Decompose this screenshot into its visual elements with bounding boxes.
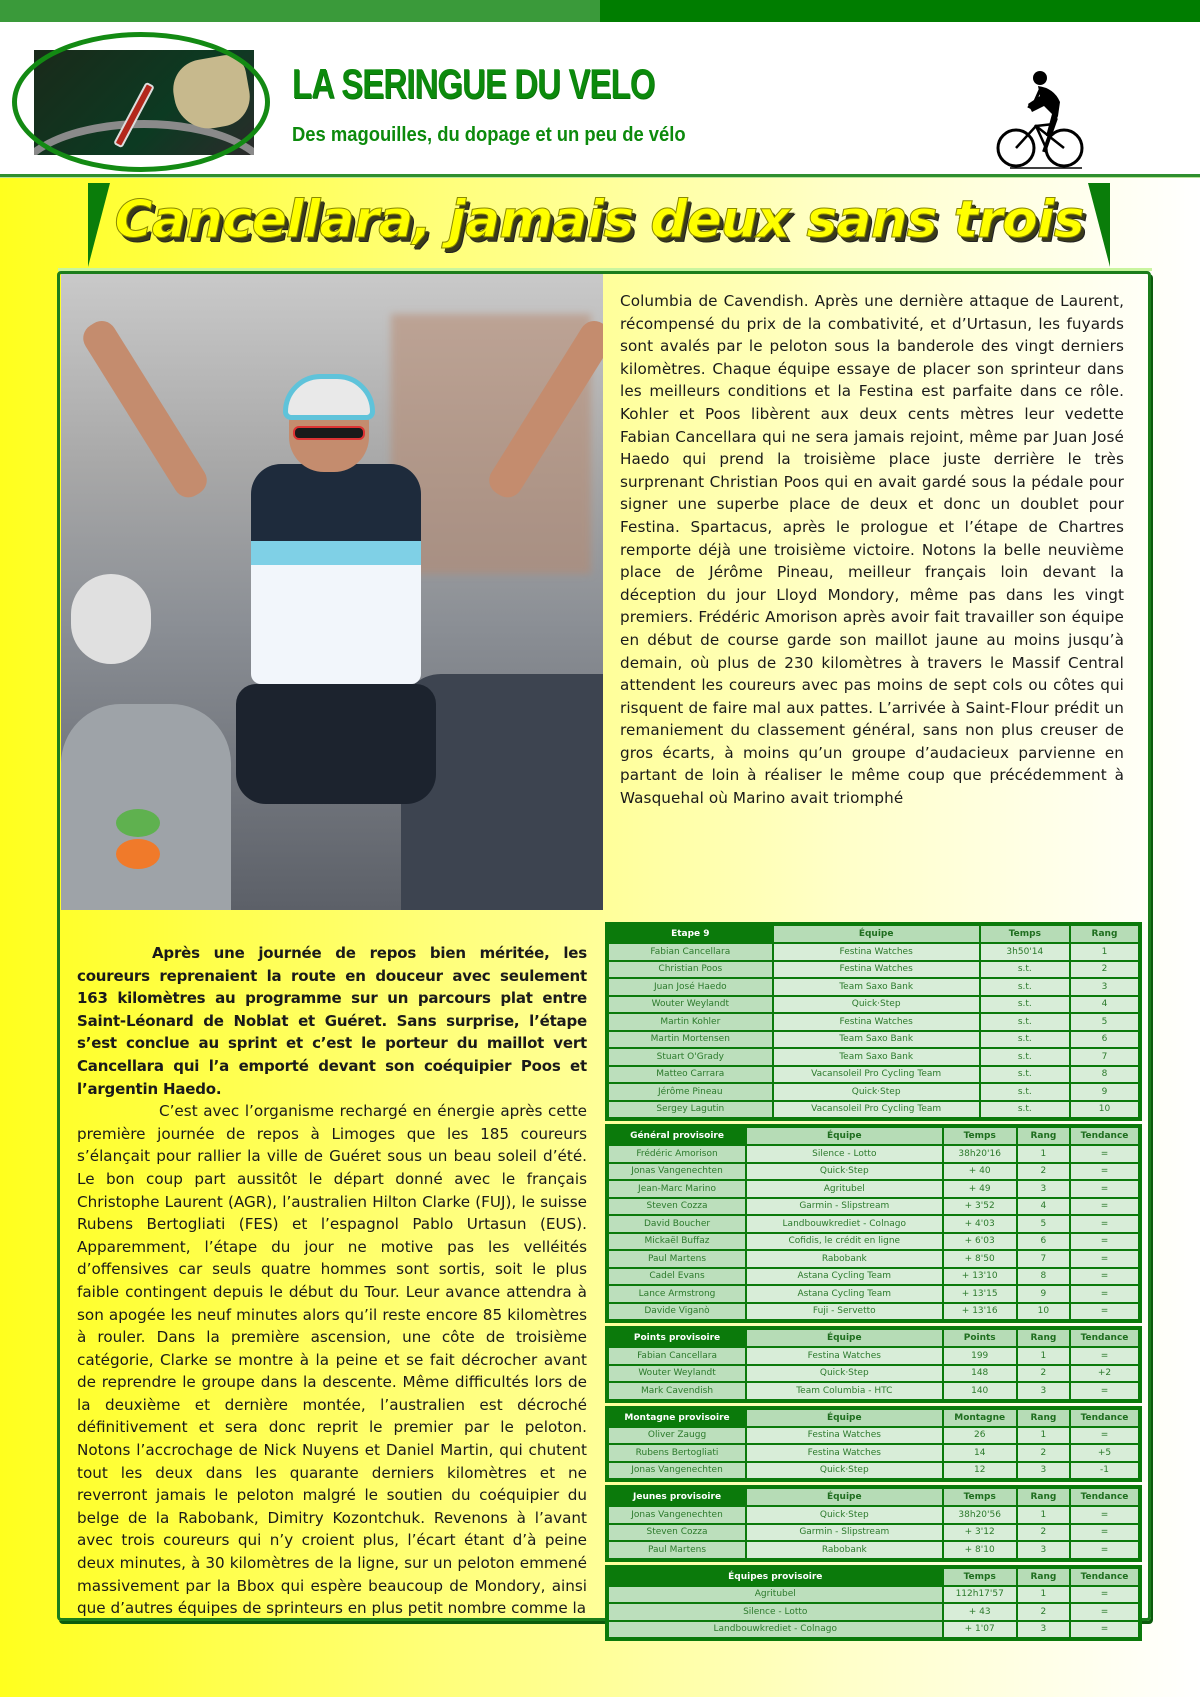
table-cell: + 3'52 xyxy=(943,1198,1017,1216)
table-cell: s.t. xyxy=(980,1066,1070,1084)
table-cell: 7 xyxy=(1070,1048,1139,1066)
table-cell: Team Columbia - HTC xyxy=(746,1382,942,1400)
column-header: Équipe xyxy=(773,925,980,943)
table-cell: 3h50'14 xyxy=(980,943,1070,961)
results-table-etape xyxy=(605,922,1142,1121)
column-header: Équipe xyxy=(746,1127,942,1145)
table-row xyxy=(608,1066,1139,1084)
table-cell: Jérôme Pineau xyxy=(608,1083,773,1101)
cyclist-icon xyxy=(996,66,1088,176)
table-cell: Jonas Vangenechten xyxy=(608,1163,746,1181)
article-text-right: Columbia de Cavendish. Après une dernière attaque de Laurent, récompensé du prix de la combativité, et d’Urtasun, les fuyards sont avalés par le peloton sous la banderole des vingt derniers kilomètres. Chaque équipe essaye de placer son sprinteur dans les meilleurs conditions et la Festina est parfaite dans ce rôle. Kohler et Poos libèrent aux deux cents mètres leur vedette Fabian Cancellara qui ne sera jamais rejoint, même par Juan José Haedo qui prend la troisième place juste derrière le très surprenant Christian Poos qui en avait gardé sous la pédale pour signer une superbe place de deux et donc un doublet pour Festina. Spartacus, après le prologue et l’étape de Chartres remporte déjà une troisième victoire. Notons la belle neuvième place de Jérôme Pineau, meilleur français loin devant la déception du jour Lloyd Mondory, même pas dans les vingt premiers. Frédéric Amorison après avoir fait travailler son équipe en début de course garde son maillot jaune au moins jusqu’à demain, où plus de 230 kilomètres à travers le Massif Central attendent les coureurs avec pas moins de sept cols ou côtes qui risquent de faire mal aux pattes. L’arrivée à Saint-Flour prédit un remaniement du classement général, sans non plus creuser de gros écarts, à moins qu’un groupe d’audacieux parvienne en partant de loin à réaliser le même coup que précédemment à Wasquehal où Marino avait triomphé xyxy=(620,292,1124,808)
table-cell: + 40 xyxy=(943,1163,1017,1181)
banner-right-flag xyxy=(1088,183,1110,267)
article-title: Cancellara, jamais deux sans trois xyxy=(114,190,1084,250)
title-banner xyxy=(88,183,1110,267)
table-row xyxy=(608,1347,1139,1365)
table-cell: s.t. xyxy=(980,961,1070,979)
table-row xyxy=(608,1506,1139,1524)
table-cell: 1 xyxy=(1070,943,1139,961)
table-row xyxy=(608,996,1139,1014)
table-cell: Fabian Cancellara xyxy=(608,1347,746,1365)
article-photo xyxy=(61,274,603,910)
table-cell: = xyxy=(1070,1268,1139,1286)
article-text-left xyxy=(77,942,587,1620)
table-cell: Garmin - Slipstream xyxy=(746,1198,942,1216)
header-divider xyxy=(0,174,1200,178)
site-header xyxy=(0,22,1200,174)
table-cell: 2 xyxy=(1070,961,1139,979)
table-cell: Astana Cycling Team xyxy=(746,1268,942,1286)
table-cell: Silence - Lotto xyxy=(608,1603,943,1621)
table-cell: +2 xyxy=(1070,1365,1139,1383)
table-cell: + 6'03 xyxy=(943,1233,1017,1251)
table-cell: Festina Watches xyxy=(746,1347,942,1365)
table-cell: 10 xyxy=(1017,1303,1070,1321)
column-header: Rang xyxy=(1017,1329,1070,1347)
table-row xyxy=(608,1013,1139,1031)
column-header: Rang xyxy=(1070,925,1139,943)
table-cell: = xyxy=(1070,1198,1139,1216)
table-cell: 4 xyxy=(1070,996,1139,1014)
table-cell: s.t. xyxy=(980,996,1070,1014)
table-cell: Sergey Lagutin xyxy=(608,1101,773,1119)
results-table-montagne xyxy=(605,1406,1142,1483)
table-cell: Fuji - Servetto xyxy=(746,1303,942,1321)
table-cell: Rubens Bertogliati xyxy=(608,1444,746,1462)
top-color-bar xyxy=(0,0,1200,22)
table-cell: Astana Cycling Team xyxy=(746,1285,942,1303)
column-header: Tendance xyxy=(1070,1409,1139,1427)
table-cell: Fabian Cancellara xyxy=(608,943,773,961)
table-cell: s.t. xyxy=(980,1083,1070,1101)
site-title: LA SERINGUE DU VELO xyxy=(292,60,655,107)
table-cell: Juan José Haedo xyxy=(608,978,773,996)
table-row xyxy=(608,1145,1139,1163)
column-header: Temps xyxy=(980,925,1070,943)
table-cell: s.t. xyxy=(980,1048,1070,1066)
table-row xyxy=(608,1083,1139,1101)
table-cell: = xyxy=(1070,1382,1139,1400)
table-cell: + 43 xyxy=(943,1603,1017,1621)
table-cell: Frédéric Amorison xyxy=(608,1145,746,1163)
column-header: Jeunes provisoire xyxy=(608,1488,746,1506)
column-header: Etape 9 xyxy=(608,925,773,943)
table-cell: + 49 xyxy=(943,1180,1017,1198)
table-cell: Martin Mortensen xyxy=(608,1031,773,1049)
table-cell: 6 xyxy=(1017,1233,1070,1251)
table-cell: Festina Watches xyxy=(773,961,980,979)
table-cell: Team Saxo Bank xyxy=(773,1048,980,1066)
article-lead: Après une journée de repos bien méritée, les coureurs reprenaient la route en douceur avec seulement 163 kilomètres au programme sur un parcours plat entre Saint-Léonard de Noblat et Guéret. Sans surprise, l’étape s’est conclue au sprint et c’est le porteur du maillot vert Cancellara qui l’a emporté devant son coéquipier Poos et l’argentin Haedo. xyxy=(77,944,587,1098)
table-cell: Jean-Marc Marino xyxy=(608,1180,746,1198)
table-row xyxy=(608,1382,1139,1400)
column-header: Équipe xyxy=(746,1329,942,1347)
table-cell: Wouter Weylandt xyxy=(608,996,773,1014)
column-header: Équipes provisoire xyxy=(608,1568,943,1586)
table-cell: Landbouwkrediet - Colnago xyxy=(746,1215,942,1233)
table-cell: 2 xyxy=(1017,1524,1070,1542)
site-subtitle: Des magouilles, du dopage et un peu de vélo xyxy=(292,124,686,146)
column-header: Équipe xyxy=(746,1409,942,1427)
table-cell: s.t. xyxy=(980,978,1070,996)
table-cell: = xyxy=(1070,1145,1139,1163)
table-cell: Agritubel xyxy=(746,1180,942,1198)
table-cell: = xyxy=(1070,1603,1139,1621)
table-cell: 8 xyxy=(1070,1066,1139,1084)
table-cell: 14 xyxy=(943,1444,1017,1462)
results-tables xyxy=(605,922,1142,1644)
table-cell: 112h17'57 xyxy=(943,1586,1017,1604)
table-cell: 9 xyxy=(1070,1083,1139,1101)
table-cell: Martin Kohler xyxy=(608,1013,773,1031)
table-cell: 148 xyxy=(943,1365,1017,1383)
table-row xyxy=(608,961,1139,979)
table-cell: 2 xyxy=(1017,1603,1070,1621)
table-cell: = xyxy=(1070,1303,1139,1321)
table-cell: Oliver Zaugg xyxy=(608,1427,746,1445)
table-cell: Rabobank xyxy=(746,1250,942,1268)
table-cell: = xyxy=(1070,1233,1139,1251)
table-row xyxy=(608,1586,1139,1604)
table-row xyxy=(608,1365,1139,1383)
table-row xyxy=(608,1250,1139,1268)
article-body: C’est avec l’organisme rechargé en énergie après cette première journée de repos à Limoges que les 185 coureurs s’élançait pour rallier la ville de Guéret sous un beau soleil d’été. Le bon coup part aussitôt le départ donné avec le français Christophe Laurent (AGR), l’australien Hilton Clarke (FUJ), le suisse Rubens Bertogliati (FES) et l’espagnol Pablo Urtasun (EUS). Apparemment, l’étape du jour ne motive pas les velléités d’offensives car seuls quatre hommes sont sortis, soit le plus faible contingent depuis le début du Tour. Leur avance attendra à son apogée les neuf minutes alors qu’il reste encore 85 kilomètres à rouler. Dans la première ascension, une côte de troisième catégorie, Clarke se montre à la peine et se fait décrocher avant de reprendre le groupe dans la descente. Même difficultés lors de la deuxième et dernière montée, l’australien est décroché définitivement et sera donc reprit le premier par le peloton. Notons l’accrochage de Nick Nuyens et Daniel Martin, qui chutent tout les deux dans les quarante derniers kilomètres et ne reverront jamais le peloton malgré le soutien du coéquipier du belge de la Rabobank, Dimitry Kozontchuk. Revenons à l’avant avec trois coureurs qui n’y croient plus, l’écart étant d’à peine deux minutes, à 30 kilomètres de la ligne, sur un peloton emmené massivement par la Bbox qui espère beaucoup de Mondory, ainsi que d’autres équipes de sprinteurs en plus petit nombre comme la xyxy=(77,1102,587,1618)
table-cell: Quick·Step xyxy=(746,1462,942,1480)
table-cell: 1 xyxy=(1017,1145,1070,1163)
table-cell: = xyxy=(1070,1524,1139,1542)
table-cell: = xyxy=(1070,1180,1139,1198)
table-cell: Landbouwkrediet - Colnago xyxy=(608,1621,943,1639)
table-cell: +5 xyxy=(1070,1444,1139,1462)
table-cell: Stuart O'Grady xyxy=(608,1048,773,1066)
table-cell: 3 xyxy=(1070,978,1139,996)
column-header: Temps xyxy=(943,1488,1017,1506)
table-cell: Matteo Carrara xyxy=(608,1066,773,1084)
table-cell: Christian Poos xyxy=(608,961,773,979)
table-cell: 26 xyxy=(943,1427,1017,1445)
column-header: Rang xyxy=(1017,1409,1070,1427)
table-cell: 6 xyxy=(1070,1031,1139,1049)
table-cell: Agritubel xyxy=(608,1586,943,1604)
table-row xyxy=(608,1031,1139,1049)
table-row xyxy=(608,1180,1139,1198)
table-cell: Festina Watches xyxy=(746,1444,942,1462)
table-cell: Davide Viganò xyxy=(608,1303,746,1321)
banner-left-flag xyxy=(88,183,110,267)
table-cell: Vacansoleil Pro Cycling Team xyxy=(773,1101,980,1119)
table-cell: = xyxy=(1070,1621,1139,1639)
table-cell: s.t. xyxy=(980,1101,1070,1119)
table-cell: Festina Watches xyxy=(773,943,980,961)
results-table-equipes xyxy=(605,1565,1142,1642)
table-row xyxy=(608,1603,1139,1621)
table-cell: Cofidis, le crédit en ligne xyxy=(746,1233,942,1251)
table-row xyxy=(608,1462,1139,1480)
table-row xyxy=(608,1427,1139,1445)
table-row xyxy=(608,1268,1139,1286)
table-cell: + 4'03 xyxy=(943,1215,1017,1233)
column-header: Tendance xyxy=(1070,1329,1139,1347)
column-header: Temps xyxy=(943,1568,1017,1586)
table-cell: = xyxy=(1070,1541,1139,1559)
table-cell: 1 xyxy=(1017,1427,1070,1445)
table-cell: David Boucher xyxy=(608,1215,746,1233)
table-cell: Team Saxo Bank xyxy=(773,1031,980,1049)
table-cell: 2 xyxy=(1017,1444,1070,1462)
table-cell: 2 xyxy=(1017,1365,1070,1383)
table-cell: Steven Cozza xyxy=(608,1198,746,1216)
table-row xyxy=(608,1541,1139,1559)
table-cell: Rabobank xyxy=(746,1541,942,1559)
results-table-jeunes xyxy=(605,1485,1142,1562)
table-row xyxy=(608,1215,1139,1233)
table-cell: Cadel Evans xyxy=(608,1268,746,1286)
table-cell: 4 xyxy=(1017,1198,1070,1216)
table-cell: 3 xyxy=(1017,1382,1070,1400)
table-cell: = xyxy=(1070,1347,1139,1365)
table-cell: Quick·Step xyxy=(746,1163,942,1181)
table-cell: 3 xyxy=(1017,1462,1070,1480)
column-header: Rang xyxy=(1017,1568,1070,1586)
table-cell: + 8'50 xyxy=(943,1250,1017,1268)
table-cell: Steven Cozza xyxy=(608,1524,746,1542)
column-header: Tendance xyxy=(1070,1568,1139,1586)
results-table-general xyxy=(605,1124,1142,1323)
table-cell: 1 xyxy=(1017,1347,1070,1365)
table-cell: s.t. xyxy=(980,1013,1070,1031)
table-row xyxy=(608,1163,1139,1181)
table-cell: Vacansoleil Pro Cycling Team xyxy=(773,1066,980,1084)
table-cell: Mickaël Buffaz xyxy=(608,1233,746,1251)
column-header: Rang xyxy=(1017,1488,1070,1506)
table-row xyxy=(608,1621,1139,1639)
table-cell: + 13'15 xyxy=(943,1285,1017,1303)
table-cell: 5 xyxy=(1017,1215,1070,1233)
column-header: Rang xyxy=(1017,1127,1070,1145)
syringe-logo-icon xyxy=(12,42,270,162)
table-cell: + 3'12 xyxy=(943,1524,1017,1542)
table-cell: 12 xyxy=(943,1462,1017,1480)
column-header: Montagne xyxy=(943,1409,1017,1427)
table-cell: Quick·Step xyxy=(746,1365,942,1383)
table-cell: Garmin - Slipstream xyxy=(746,1524,942,1542)
table-row xyxy=(608,1285,1139,1303)
table-cell: 3 xyxy=(1017,1621,1070,1639)
table-row xyxy=(608,1233,1139,1251)
column-header: Tendance xyxy=(1070,1127,1139,1145)
table-cell: + 8'10 xyxy=(943,1541,1017,1559)
table-row xyxy=(608,1198,1139,1216)
table-cell: + 1'07 xyxy=(943,1621,1017,1639)
table-cell: = xyxy=(1070,1215,1139,1233)
table-cell: Paul Martens xyxy=(608,1541,746,1559)
table-row xyxy=(608,1048,1139,1066)
table-cell: Festina Watches xyxy=(746,1427,942,1445)
column-header: Équipe xyxy=(746,1488,942,1506)
table-cell: 7 xyxy=(1017,1250,1070,1268)
table-row xyxy=(608,1303,1139,1321)
table-cell: = xyxy=(1070,1586,1139,1604)
table-cell: Paul Martens xyxy=(608,1250,746,1268)
table-cell: 199 xyxy=(943,1347,1017,1365)
table-cell: 1 xyxy=(1017,1586,1070,1604)
table-cell: Lance Armstrong xyxy=(608,1285,746,1303)
table-cell: Quick·Step xyxy=(773,1083,980,1101)
column-header: Points provisoire xyxy=(608,1329,746,1347)
table-cell: 3 xyxy=(1017,1180,1070,1198)
table-cell: Wouter Weylandt xyxy=(608,1365,746,1383)
table-cell: Team Saxo Bank xyxy=(773,978,980,996)
table-cell: = xyxy=(1070,1163,1139,1181)
table-cell: 1 xyxy=(1017,1506,1070,1524)
table-cell: + 13'16 xyxy=(943,1303,1017,1321)
table-cell: = xyxy=(1070,1250,1139,1268)
table-row xyxy=(608,943,1139,961)
table-cell: Jonas Vangenechten xyxy=(608,1506,746,1524)
table-cell: 2 xyxy=(1017,1163,1070,1181)
table-cell: Jonas Vangenechten xyxy=(608,1462,746,1480)
table-cell: = xyxy=(1070,1427,1139,1445)
table-cell: Festina Watches xyxy=(773,1013,980,1031)
table-cell: 5 xyxy=(1070,1013,1139,1031)
column-header: Général provisoire xyxy=(608,1127,746,1145)
table-row xyxy=(608,1101,1139,1119)
table-cell: + 13'10 xyxy=(943,1268,1017,1286)
table-cell: Quick·Step xyxy=(746,1506,942,1524)
column-header: Temps xyxy=(943,1127,1017,1145)
table-cell: Mark Cavendish xyxy=(608,1382,746,1400)
table-row xyxy=(608,1444,1139,1462)
table-cell: Quick·Step xyxy=(773,996,980,1014)
table-row xyxy=(608,978,1139,996)
table-row xyxy=(608,1524,1139,1542)
table-cell: = xyxy=(1070,1506,1139,1524)
table-cell: 38h20'16 xyxy=(943,1145,1017,1163)
results-table-points xyxy=(605,1326,1142,1403)
column-header: Points xyxy=(943,1329,1017,1347)
table-cell: Silence - Lotto xyxy=(746,1145,942,1163)
table-cell: 140 xyxy=(943,1382,1017,1400)
table-cell: 10 xyxy=(1070,1101,1139,1119)
column-header: Tendance xyxy=(1070,1488,1139,1506)
table-cell: 9 xyxy=(1017,1285,1070,1303)
table-cell: = xyxy=(1070,1285,1139,1303)
column-header: Montagne provisoire xyxy=(608,1409,746,1427)
table-cell: 3 xyxy=(1017,1541,1070,1559)
table-cell: 38h20'56 xyxy=(943,1506,1017,1524)
table-cell: 8 xyxy=(1017,1268,1070,1286)
table-cell: s.t. xyxy=(980,1031,1070,1049)
table-cell: -1 xyxy=(1070,1462,1139,1480)
